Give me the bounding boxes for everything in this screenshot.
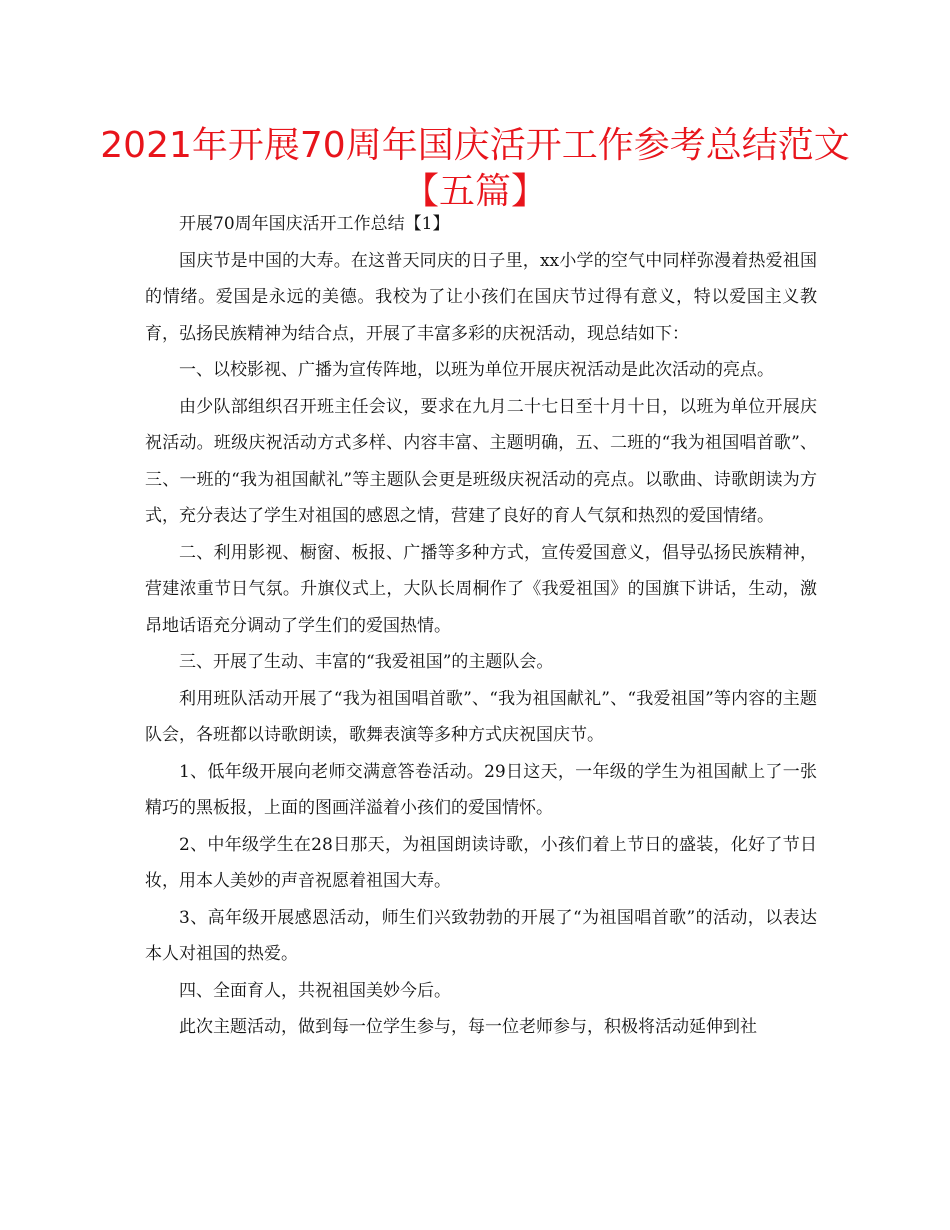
section-heading: 开展70周年国庆活开工作总结【1】	[179, 214, 450, 234]
paragraph: 二、利用影视、橱窗、板报、广播等多种方式，宣传爱国意义，倡导弘扬民族精神，营建浓重节日气氛。升旗仪式上，大队长周桐作了《我爱祖国》的国旗下讲话，生动，激昂地话语充分调动了学生们的爱国热情。	[145, 542, 817, 636]
paragraph: 3、高年级开展感恩活动，师生们兴致勃勃的开展了“为祖国唱首歌”的活动，以表达本人对祖国的热爱。	[145, 907, 817, 964]
paragraph: 1、低年级开展向老师交满意答卷活动。29日这天，一年级的学生为祖国献上了一张精巧的黑板报，上面的图画洋溢着小孩们的爱国情怀。	[145, 761, 817, 818]
paragraph: 一、以校影视、广播为宣传阵地，以班为单位开展庆祝活动是此次活动的亮点。	[179, 360, 774, 380]
paragraph: 由少队部组织召开班主任会议，要求在九月二十七日至十月十日，以班为单位开展庆祝活动。班级庆祝活动方式多样、内容丰富、主题明确，五、二班的“我为祖国唱首歌”、三、一班的“我为祖国献礼”等主题队会更是班级庆祝活动的亮点。以歌曲、诗歌朗读为方式，充分表达了学生对祖国的感恩之情，营建了良好的育人气氛和热烈的爱国情绪。	[145, 396, 817, 526]
paragraph: 四、全面育人，共祝祖国美妙今后。	[179, 980, 451, 1001]
document-title-line1: 2021年开展70周年国庆活开工作参考总结范文	[100, 125, 850, 166]
paragraph: 2、中年级学生在28日那天，为祖国朗读诗歌，小孩们着上节日的盛装，化好了节日妆，用本人美妙的声音祝愿着祖国大寿。	[145, 834, 817, 891]
paragraph: 三、开展了生动、丰富的“我爱祖国”的主题队会。	[179, 652, 554, 672]
paragraph: 此次主题活动，做到每一位学生参与，每一位老师参与，积极将活动延伸到社	[179, 1017, 757, 1037]
paragraph: 国庆节是中国的大寿。在这普天同庆的日子里，xx小学的空气中同样弥漫着热爱祖国的情绪。爱国是永远的美德。我校为了让小孩们在国庆节过得有意义，特以爱国主义教育，弘扬民族精神为结合点，开展了丰富多彩的庆祝活动，现总结如下：	[145, 250, 817, 344]
document-title-line2: 【五篇】	[402, 171, 547, 212]
paragraph: 利用班队活动开展了“我为祖国唱首歌”、“我为祖国献礼”、“我爱祖国”等内容的主题队会，各班都以诗歌朗读，歌舞表演等多种方式庆祝国庆节。	[145, 688, 817, 745]
document-body	[145, 206, 817, 1046]
